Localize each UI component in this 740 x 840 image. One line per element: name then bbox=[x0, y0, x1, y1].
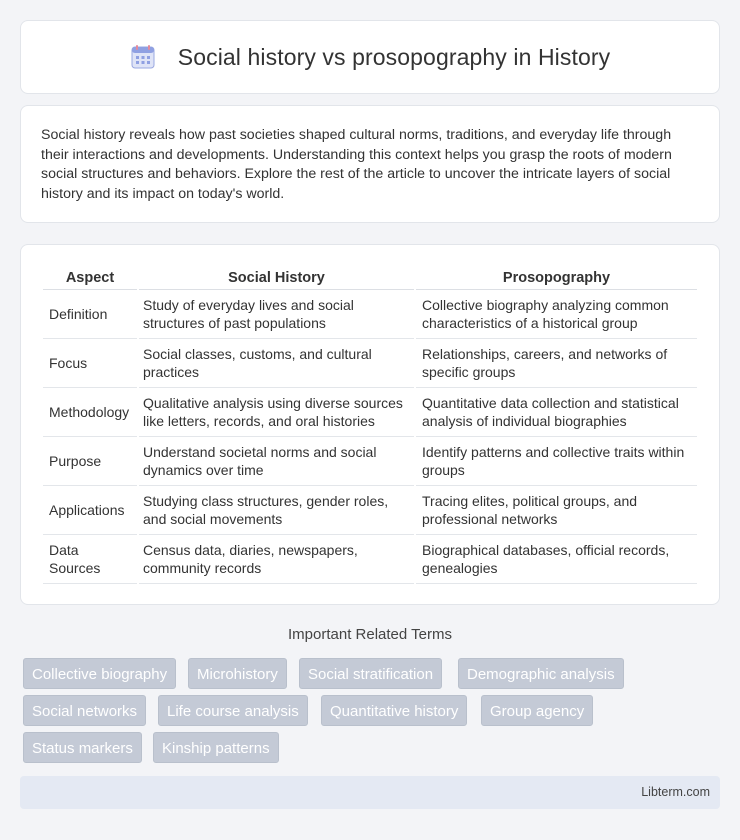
table-header-row bbox=[43, 266, 697, 290]
page-title: Social history vs prosopography in History bbox=[177, 43, 611, 70]
cell-prosopography: Relationships, careers, and networks of specific groups bbox=[416, 339, 697, 388]
cell-social-history: Study of everyday lives and social structures of past populations bbox=[139, 290, 414, 339]
tag-kinship-patterns[interactable]: Kinship patterns bbox=[153, 732, 279, 763]
table-row bbox=[43, 290, 697, 339]
cell-aspect: Focus bbox=[43, 339, 137, 388]
cell-social-history: Studying class structures, gender roles, and social movements bbox=[139, 486, 414, 535]
header-aspect: Aspect bbox=[43, 266, 137, 290]
cell-prosopography: Identify patterns and collective traits within groups bbox=[416, 437, 697, 486]
cell-aspect: Definition bbox=[43, 290, 137, 339]
table-row bbox=[43, 388, 697, 437]
comparison-card bbox=[20, 244, 720, 605]
cell-prosopography: Collective biography analyzing common characteristics of a historical group bbox=[416, 290, 697, 339]
tag-social-networks[interactable]: Social networks bbox=[23, 695, 146, 726]
tag-social-stratification[interactable]: Social stratification bbox=[299, 658, 442, 689]
comparison-table bbox=[41, 266, 699, 584]
table-row bbox=[43, 437, 697, 486]
header-social-history: Social History bbox=[139, 266, 414, 290]
cell-social-history: Understand societal norms and social dynamics over time bbox=[139, 437, 414, 486]
calendar-icon bbox=[130, 44, 156, 70]
tag-life-course-analysis[interactable]: Life course analysis bbox=[158, 695, 308, 726]
cell-prosopography: Biographical databases, official records, genealogies bbox=[416, 535, 697, 584]
cell-social-history: Census data, diaries, newspapers, community records bbox=[139, 535, 414, 584]
footer bbox=[20, 776, 720, 809]
tag-status-markers[interactable]: Status markers bbox=[23, 732, 142, 763]
cell-aspect: Purpose bbox=[43, 437, 137, 486]
tag-demographic-analysis[interactable]: Demographic analysis bbox=[458, 658, 624, 689]
table-row bbox=[43, 339, 697, 388]
intro-text: Social history reveals how past societies shaped cultural norms, traditions, and everyday life through their interactions and developments. Understanding this context helps you grasp the roots of modern social structures and behaviors. Explore the rest of the article to uncover the intricate layers of social history and its impact on today's world. bbox=[41, 127, 672, 202]
cell-social-history: Social classes, customs, and cultural practices bbox=[139, 339, 414, 388]
tag-quantitative-history[interactable]: Quantitative history bbox=[321, 695, 467, 726]
tag-microhistory[interactable]: Microhistory bbox=[188, 658, 287, 689]
cell-aspect: Data Sources bbox=[43, 535, 137, 584]
header-prosopography: Prosopography bbox=[416, 266, 697, 290]
cell-prosopography: Tracing elites, political groups, and professional networks bbox=[416, 486, 697, 535]
cell-prosopography: Quantitative data collection and statistical analysis of individual biographies bbox=[416, 388, 697, 437]
table-row bbox=[43, 486, 697, 535]
cell-aspect: Applications bbox=[43, 486, 137, 535]
table-row bbox=[43, 535, 697, 584]
footer-site-link[interactable]: Libterm.com bbox=[641, 785, 710, 799]
tag-collective-biography[interactable]: Collective biography bbox=[23, 658, 176, 689]
cell-aspect: Methodology bbox=[43, 388, 137, 437]
tag-group-agency[interactable]: Group agency bbox=[481, 695, 593, 726]
title-card bbox=[20, 20, 720, 94]
related-terms-title: Important Related Terms bbox=[288, 626, 452, 643]
cell-social-history: Qualitative analysis using diverse sources like letters, records, and oral histories bbox=[139, 388, 414, 437]
intro-card bbox=[20, 105, 720, 223]
